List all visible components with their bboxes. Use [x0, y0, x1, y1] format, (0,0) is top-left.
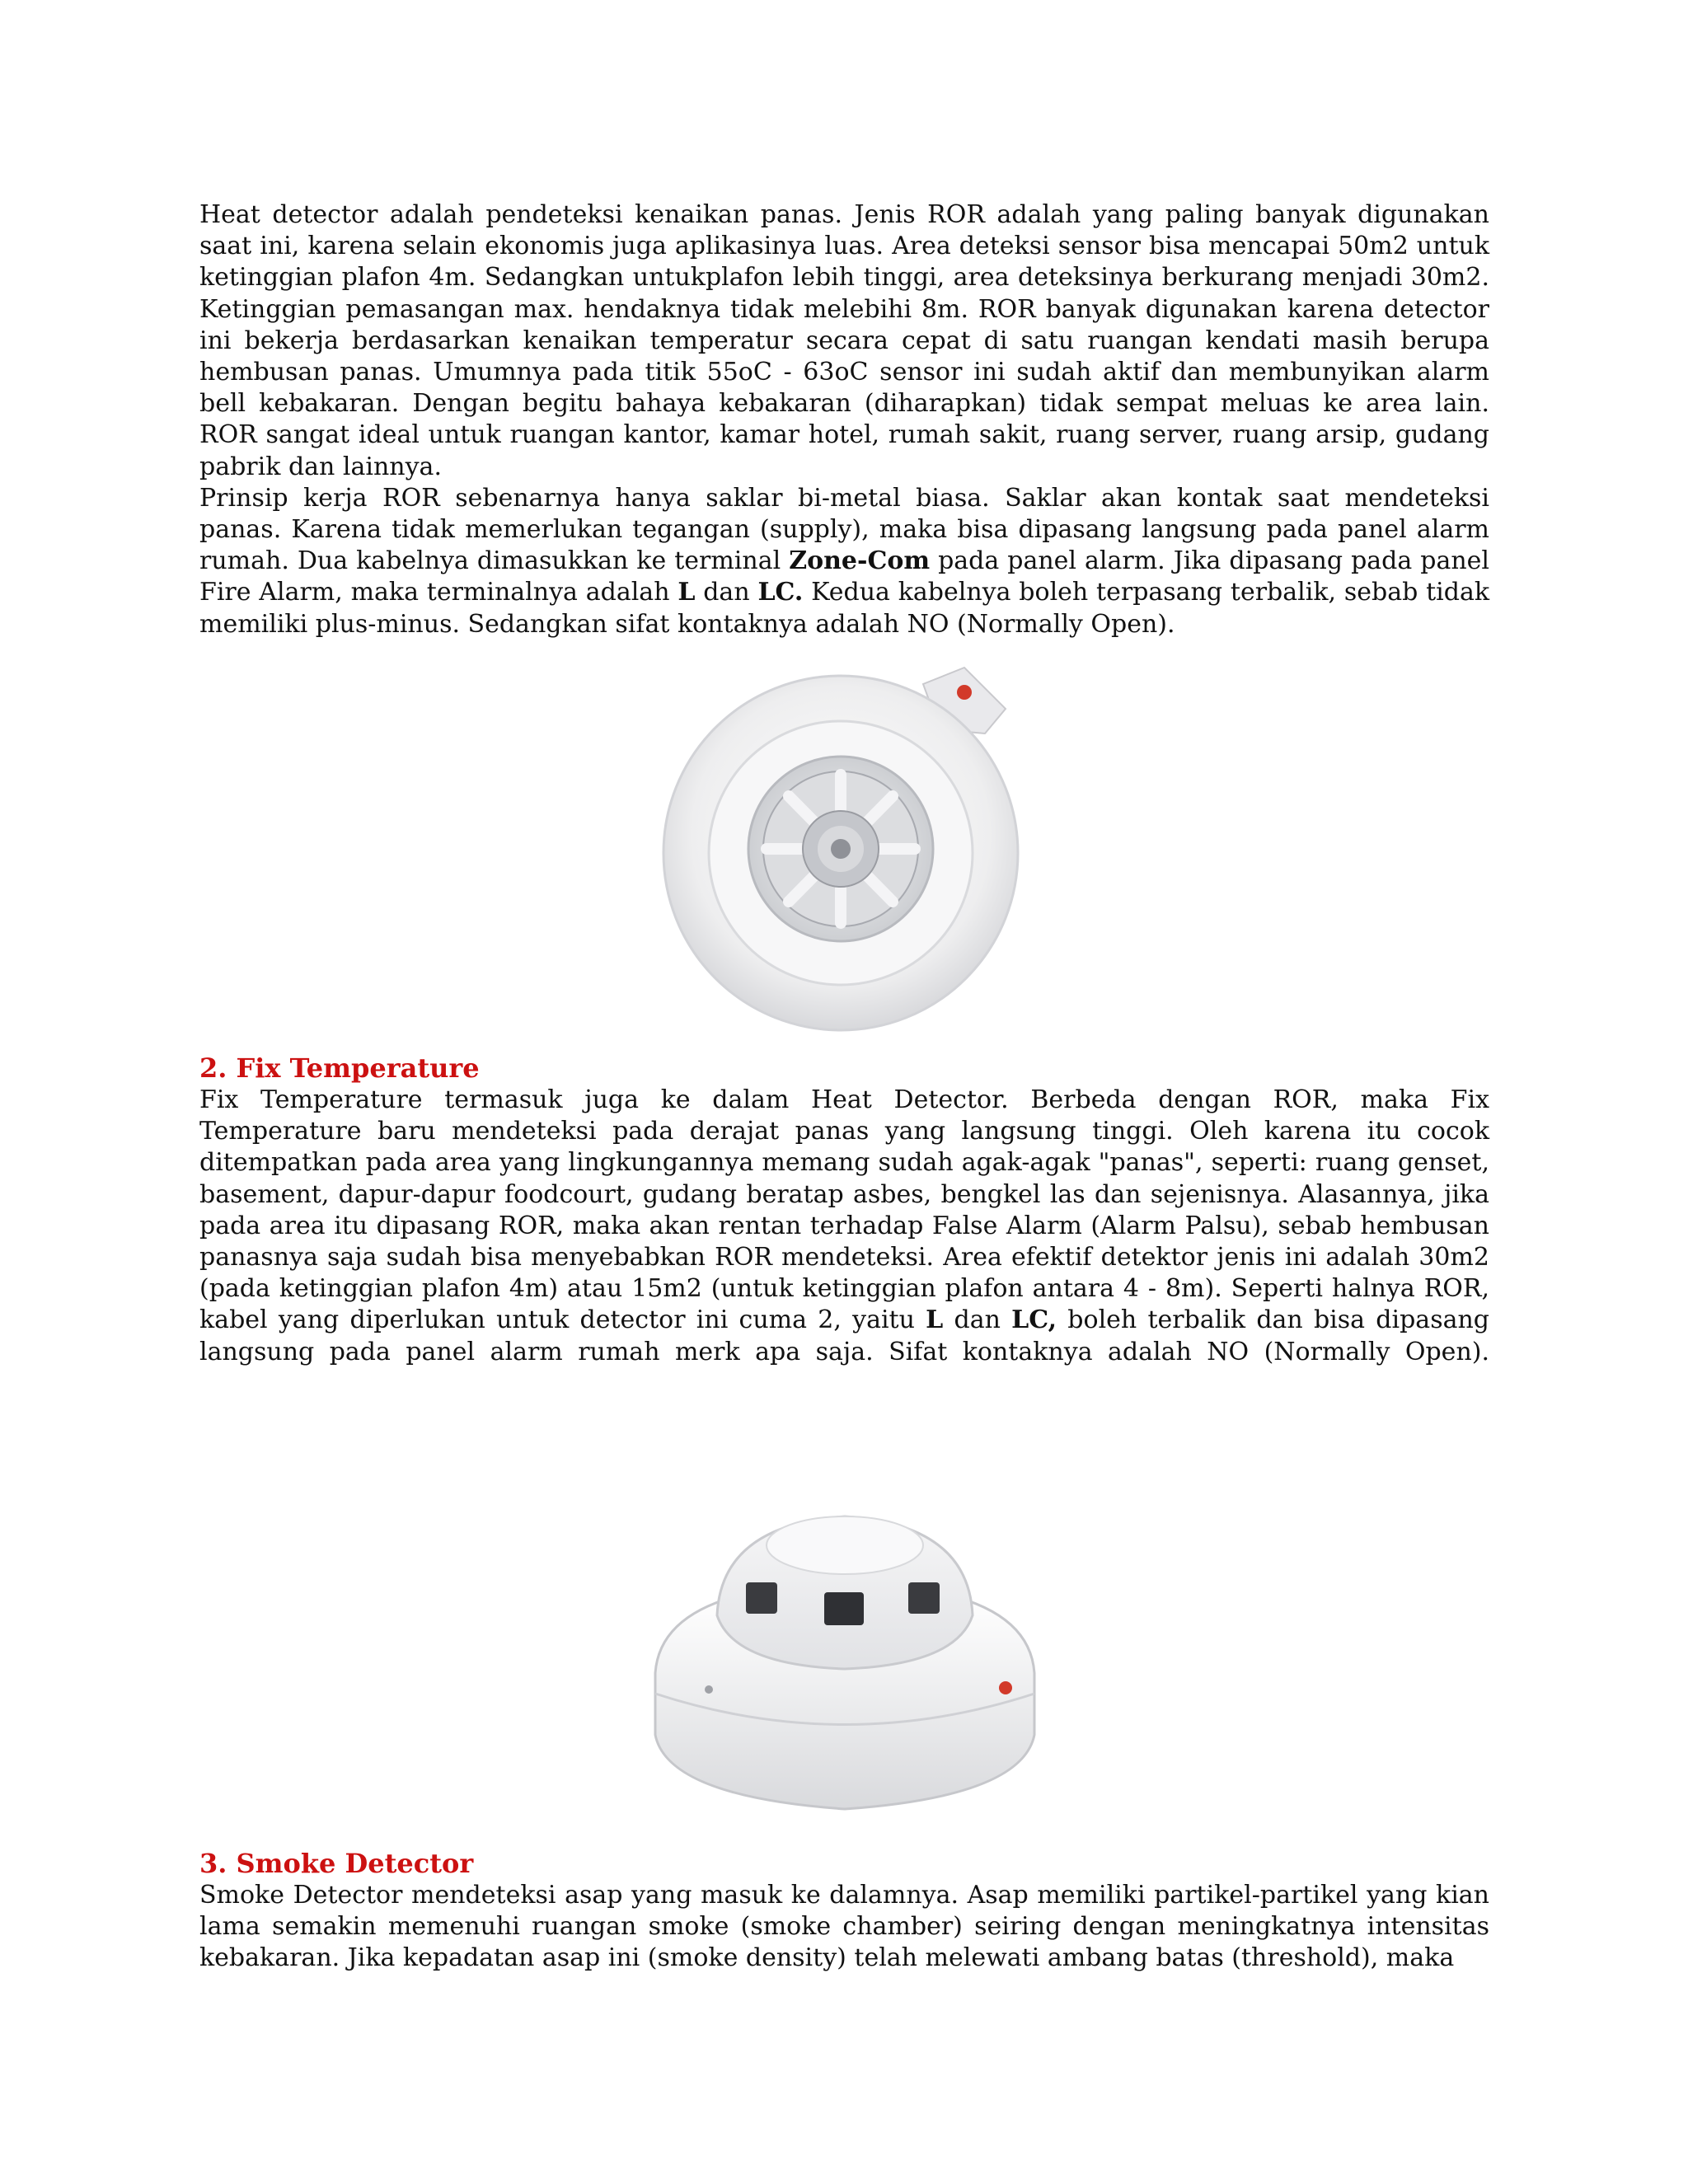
smoke-detector-section	[199, 1880, 1489, 1975]
lc-term: LC,	[1011, 1305, 1057, 1335]
fix-temperature-heading: 2. Fix Temperature	[199, 1052, 480, 1084]
ror-section	[199, 199, 1489, 640]
lc-term: LC.	[757, 578, 804, 607]
fix-temperature-paragraph: Fix Temperature termasuk juga ke dalam Heat Detector. Berbeda dengan ROR, maka Fix Temperature baru mendeteksi pada derajat panas yang langsung tinggi. Oleh karena itu cocok ditempatkan pada area yang lingkungannya memang sudah agak-agak "panas", seperti: ruang genset, basement, dapur-dapur foodcourt, gudang beratap asbes, bengkel las dan sejenisnya. Alasannya, jika pada area itu dipasang ROR, maka akan rentan terhadap False Alarm (Alarm Palsu), sebab hembusan panasnya saja sudah bisa menyebabkan ROR mendeteksi. Area efektif detektor jenis ini adalah 30m2 (pada ketinggian plafon 4m) atau 15m2 (untuk ketinggian plafon antara 4 - 8m). Seperti halnya ROR, kabel yang diperlukan untuk detector ini cuma 2, yaitu L dan LC, boleh terbalik dan bisa dipasang langsung pada panel alarm rumah merk apa saja. Sifat kontaknya adalah NO (Normally Open).	[199, 1085, 1489, 1366]
smoke-detector-image	[643, 1492, 1047, 1821]
fix-temperature-section	[199, 1085, 1489, 1368]
smoke-detector-paragraph: Smoke Detector mendeteksi asap yang masuk ke dalamnya. Asap memiliki partikel-partikel yang kian lama semakin memenuhi ruangan smoke (smoke chamber) seiring dengan meningkatnya intensitas kebakaran. Jika kepadatan asap ini (smoke density) telah melewati ambang batas (threshold), maka	[199, 1881, 1489, 1973]
ror-paragraph-1: Heat detector adalah pendeteksi kenaikan panas. Jenis ROR adalah yang paling banyak digunakan saat ini, karena selain ekonomis juga aplikasinya luas. Area deteksi sensor bisa mencapai 50m2 untuk ketinggian plafon 4m. Sedangkan untukplafon lebih tinggi, area deteksinya berkurang menjadi 30m2. Ketinggian pemasangan max. hendaknya tidak melebihi 8m. ROR banyak digunakan karena detector ini bekerja berdasarkan kenaikan temperatur secara cepat di satu ruangan kendati masih berupa hembusan panas. Umumnya pada titik 55oC - 63oC sensor ini sudah aktif dan membunyikan alarm bell kebakaran. Dengan begitu bahaya kebakaran (diharapkan) tidak sempat meluas ke area lain. ROR sangat ideal untuk ruangan kantor, kamar hotel, rumah sakit, ruang server, ruang arsip, gudang pabrik dan lainnya.	[199, 200, 1489, 481]
ror-paragraph-2: Prinsip kerja ROR sebenarnya hanya saklar bi-metal biasa. Saklar akan kontak saat mendeteksi panas. Karena tidak memerlukan tegangan (supply), maka bisa dipasang langsung pada panel alarm rumah. Dua kabelnya dimasukkan ke terminal Zone-Com pada panel alarm. Jika dipasang pada panel Fire Alarm, maka terminalnya adalah L dan LC. Kedua kabelnya boleh terpasang terbalik, sebab tidak memiliki plus-minus. Sedangkan sifat kontaknya adalah NO (Normally Open).	[199, 483, 1490, 639]
zone-com-term: Zone-Com	[789, 546, 931, 576]
ror-heat-detector-image	[659, 651, 1039, 1038]
l-term: L	[926, 1305, 944, 1335]
smoke-detector-heading: 3. Smoke Detector	[199, 1848, 474, 1879]
l-term: L	[678, 578, 696, 607]
